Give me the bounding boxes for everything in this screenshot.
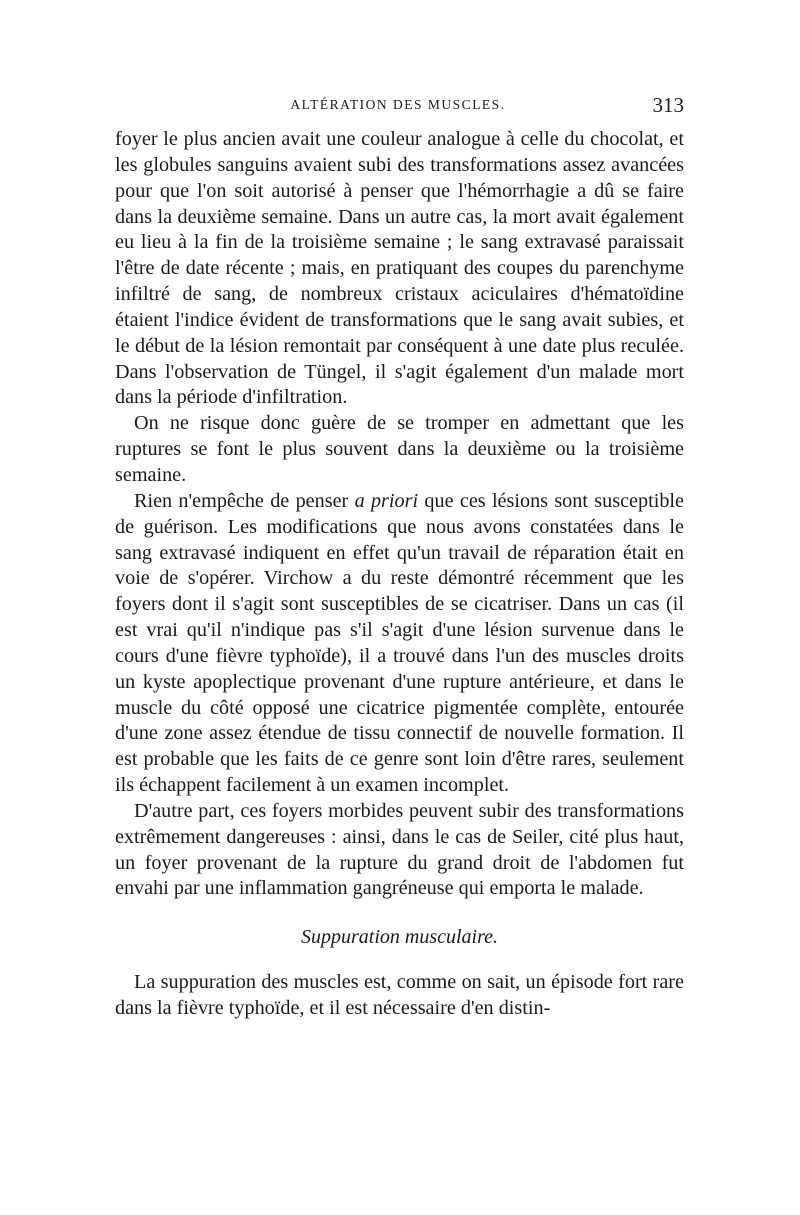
p3-italic-a-priori: a priori (354, 489, 419, 512)
running-head: ALTÉRATION DES MUSCLES. (290, 97, 506, 112)
section-title: Suppuration musculaire. (300, 926, 499, 949)
paragraph-suppuration: La suppuration des muscles est, comme on sait, un épisode fort rare dans la fièvre typhoïde, et il est nécessaire d'en distin- (115, 971, 684, 1020)
paragraph-seiler: D'autre part, ces foyers morbides peuvent subir des transformations extrêmement dangereuses : ainsi, dans le cas de Seiler, cité plus haut, un foyer provenant de la rupture du grand droit de l'abdomen fut envahi par une inflammation gangréneuse qui emporta le malade. (115, 799, 684, 900)
body-text (115, 127, 684, 1022)
paragraph-continued: foyer le plus ancien avait une couleur analogue à celle du chocolat, et les globules sanguins avaient subi des transformations assez avancées pour que l'on soit autorisé à penser que l'hémorrhagie a dû se faire dans la deuxième semaine. Dans un autre cas, la mort avait également eu lieu à la fin de la troisième semaine ; le sang extravasé paraissait l'être de date récente ; mais, en pratiquant des coupes du parenchyme infiltré de sang, de nombreux cristaux aciculaires d'hématoïdine étaient l'indice évident de transformations que le sang avait subies, et le début de la lésion remontait par conséquent à une date plus reculée. Dans l'observation de Tüngel, il s'agit également d'un malade mort dans la période d'infiltration. (115, 128, 684, 409)
paragraph-guerison (115, 489, 684, 799)
p3-before: Rien n'empêche de penser (134, 489, 355, 512)
paragraph-ruptures: On ne risque donc guère de se tromper en admettant que les ruptures se font le plus souvent dans la deuxième ou la troisième semaine. (115, 412, 684, 486)
page-number: 313 (652, 93, 684, 117)
p3-after: que ces lésions sont susceptible de guérison. Les modifications que nous avons constatées dans le sang extravasé indiquent en effet qu'un travail de réparation était en voie de s'opérer. Virchow a du reste démontré récemment que les foyers dont il s'agit sont susceptibles de se cicatriser. Dans un cas (il est vrai qu'il n'indique pas s'il s'agit d'une lésion survenue dans le cours d'une fièvre typhoïde), il a trouvé dans l'un des muscles droits un kyste apoplectique provenant d'une rupture antérieure, et dans le muscle du côté opposé une cicatrice pigmentée complète, entourée d'une zone assez étendue de tissu connectif de nouvelle formation. Il est probable que les faits de ce genre sont loin d'être rares, seulement ils échappent facilement à un examen incomplet. (115, 489, 684, 797)
page-header (112, 93, 684, 125)
